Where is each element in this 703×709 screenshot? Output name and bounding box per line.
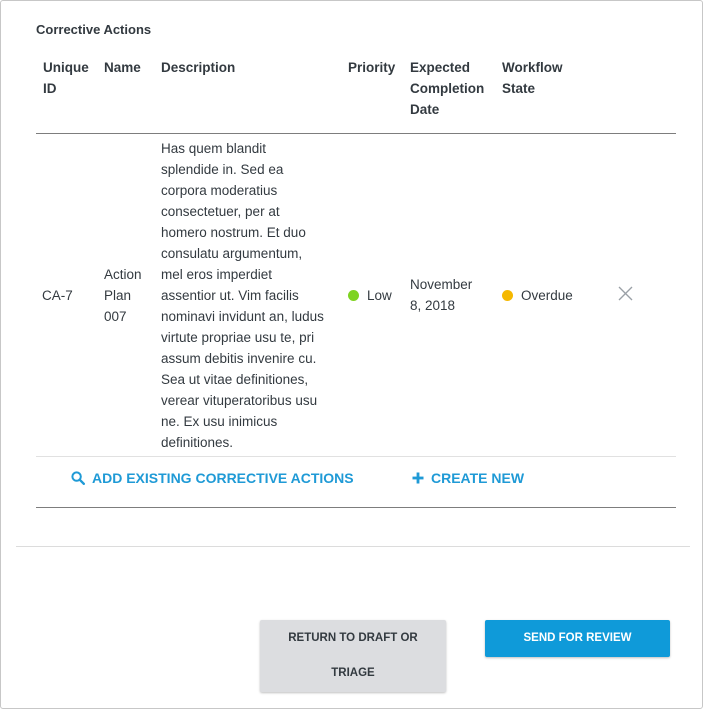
cell-priority: Low	[348, 285, 392, 306]
header-name: Name	[104, 60, 141, 75]
header-expected-completion-date: Expected Completion Date	[410, 60, 485, 117]
cell-unique-id: CA-7	[42, 288, 73, 303]
section-title: Corrective Actions	[36, 22, 152, 37]
header-description: Description	[161, 60, 236, 75]
table-bottom-divider	[36, 507, 676, 508]
priority-indicator-icon	[348, 290, 359, 301]
row-divider	[36, 456, 676, 457]
header-priority: Priority	[348, 60, 396, 75]
header-divider	[36, 133, 676, 134]
cell-workflow-state: Overdue	[502, 285, 573, 306]
cell-description: Has quem blandit splendide in. Sed ea corpora moderatius consectetuer, per at homero nostrum. Et duo consulatu argumentum, mel eros imperdiet assentior ut. Vim facilis nominavi invidunt an, ludus virtute propriae usu te, pri assum debitis invenire cu. Sea ut vitae definitiones, verear vituperatoribus usu ne. Ex usu inimicus definitiones.	[161, 141, 324, 450]
return-to-draft-or-triage-button[interactable]: RETURN TO DRAFT OR TRIAGE	[260, 620, 446, 692]
create-new-label: CREATE NEW	[431, 470, 525, 486]
cell-expected-completion-date: November 8, 2018	[410, 277, 473, 313]
cell-name: Action Plan 007	[104, 267, 142, 324]
workflow-state-indicator-icon	[502, 290, 513, 301]
header-workflow-state: Workflow State	[502, 60, 563, 96]
search-icon	[71, 471, 85, 485]
remove-row-close-icon[interactable]	[618, 286, 633, 301]
section-divider	[16, 546, 690, 547]
send-for-review-button[interactable]: SEND FOR REVIEW	[485, 620, 670, 657]
add-existing-label: ADD EXISTING CORRECTIVE ACTIONS	[92, 470, 354, 486]
plus-icon	[412, 472, 424, 484]
add-existing-corrective-actions-button[interactable]	[71, 470, 354, 486]
header-unique-id: Unique ID	[43, 60, 89, 96]
create-new-button[interactable]	[412, 470, 524, 486]
